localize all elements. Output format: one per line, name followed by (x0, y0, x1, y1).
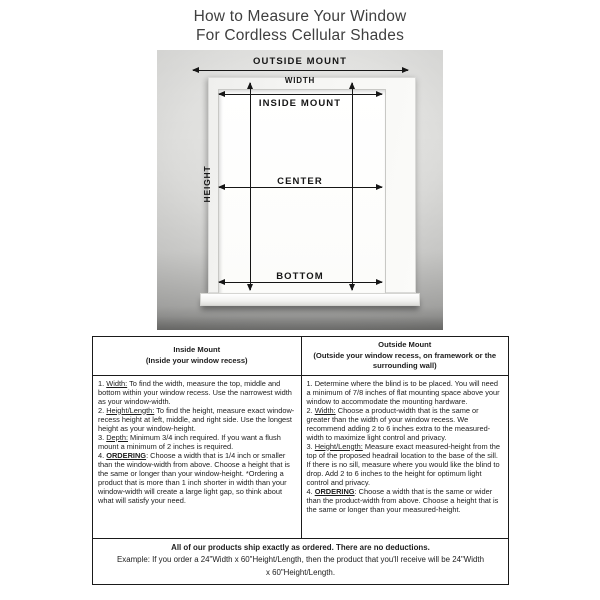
instruction-item: 2. Width: Choose a product-width that is the same or greater than the width of your window recess. We recommend adding 2 to 6 inches extra to the measured-width to maximize light control and privacy. (306, 405, 491, 442)
table-footer (93, 538, 508, 584)
outside-mount-instructions (301, 376, 509, 538)
outside-mount-header-title: Outside Mount (378, 340, 432, 349)
outside-mount-header (301, 337, 509, 375)
measuring-instructions-table (92, 336, 509, 585)
bottom-arrow-icon (219, 282, 382, 283)
window-recess (218, 89, 386, 293)
inside-mount-header (93, 337, 301, 375)
inside-mount-label: INSIDE MOUNT (258, 98, 342, 109)
wall-shadow (157, 306, 443, 330)
title-line-1: How to Measure Your Window (193, 8, 407, 25)
window-photo (157, 50, 443, 330)
instruction-item: 1. Determine where the blind is to be placed. You will need a minimum of 7/8 inches of flat mounting space above your window to accommodate the mounting hardware. (306, 378, 500, 406)
outside-mount-arrow-icon (193, 70, 408, 71)
title-line-2: For Cordless Cellular Shades (195, 27, 405, 44)
bottom-label: BOTTOM (276, 271, 324, 282)
inside-mount-header-title: Inside Mount (173, 345, 221, 355)
shipping-example: Example: If you order a 24"Width x 60"Height/Length, then the product that you'll receive will be 24"Width x 60"Height/Length. (117, 555, 484, 578)
instruction-item: 2. Height/Length: To find the height, measure exact window-recess height at left, middle, and right side. Use the longest height as your window-height. (98, 405, 295, 433)
instruction-item: 4. ORDERING: Choose a width that is 1/4 inch or smaller than the window-width from above. Choose a height that is the same or longer than your window-height. *Ordering a product that is more than 1 inch shorter in width than your window-width will create a large light gap, so think about what will satisfy your need. (98, 450, 290, 505)
outside-mount-header-subtitle: (Outside your window recess, on framework or the surrounding wall) (313, 350, 497, 370)
shipping-note: All of our products ship exactly as ordered. There are no deductions. (171, 542, 430, 552)
height-label: HEIGHT (202, 165, 212, 203)
instruction-item: 3. Height/Length: Measure exact measured-height from the top of the proposed headrail location to the base of the sill. If there is no sill, measure where you would like the blind to drop. Add 2 to 6 inches to the height for optimum light control and privacy. (306, 441, 500, 487)
table-header-row (93, 337, 508, 376)
inside-mount-instructions (93, 376, 301, 538)
instruction-item: 3. Depth: Minimum 3/4 inch required. If you want a flush mount a minimum of 2 inches is required. (98, 432, 281, 451)
table-body-row (93, 376, 508, 538)
instruction-item: 4. ORDERING: Choose a width that is the same or wider than the product-width from above. Choose a height that is the same or longer than your measured-height. (306, 486, 499, 514)
outside-mount-label: OUTSIDE MOUNT (253, 56, 347, 67)
instruction-item: 1. Width: To find the width, measure the top, middle and bottom within your window recess. Use the narrowest width as your window-width. (98, 378, 292, 406)
center-label: CENTER (277, 176, 323, 187)
width-label: WIDTH (284, 76, 316, 85)
window-sill (200, 293, 420, 306)
page-title (0, 7, 600, 45)
inside-mount-arrow-icon (219, 94, 382, 95)
center-arrow-icon (219, 187, 382, 188)
inside-mount-header-subtitle: (Inside your window recess) (145, 355, 248, 365)
